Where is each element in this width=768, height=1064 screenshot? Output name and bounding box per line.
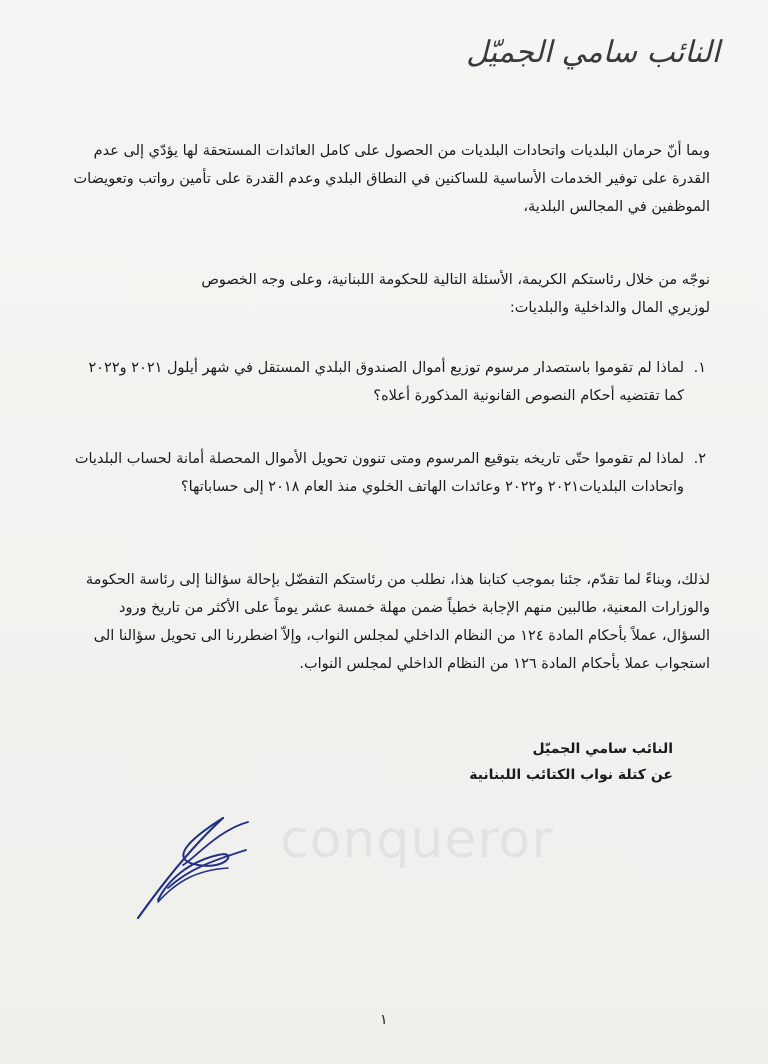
question-1 — [66, 354, 706, 410]
text-line: وبما أنّ حرمان البلديات واتحادات البلديات من الحصول على كامل العائدات المستحقة لها يؤدّي إلى عدم — [93, 143, 710, 159]
signoff-bloc: عن كتلة نواب الكتائب اللبنانية — [469, 767, 673, 783]
handwritten-signature — [128, 810, 268, 925]
text-line: استجواب عملا بأحكام المادة ١٢٦ من النظام الداخلي لمجلس النواب. — [299, 656, 710, 672]
text-line: لوزيري المال والداخلية والبلديات: — [509, 300, 710, 316]
text-line: والوزارات المعنية، طالبين منهم الإجابة خطياً ضمن مهلة خمسة عشر يوماً على الأكثر من تاريخ ورود — [119, 600, 710, 616]
text-line: السؤال، عملاً بأحكام المادة ١٢٤ من النظام الداخلي لمجلس النواب، وإلاّ اضطررنا الى تحويل سؤالنا الى — [93, 628, 710, 644]
signoff-block — [469, 736, 673, 788]
signoff-name: النائب سامي الجميّل — [532, 741, 673, 757]
paragraph-address — [70, 266, 710, 322]
text-line: واتحادات البلديات٢٠٢١ و٢٠٢٢ وعائدات الهاتف الخلوي منذ العام ٢٠١٨ إلى حساباتها؟ — [180, 479, 684, 495]
text-line: الموظفين في المجالس البلدية، — [523, 199, 710, 215]
paragraph-request — [70, 566, 710, 678]
text-line: لذلك، وبناءً لما تقدّم، جئنا بموجب كتابنا هذا، نطلب من رئاستكم التفضّل بإحالة سؤالنا إلى رئاسة الحكومة — [85, 572, 710, 588]
question-2 — [66, 445, 706, 501]
text-line: لماذا لم تقوموا باستصدار مرسوم توزيع أموال الصندوق البلدي المستقل في شهر أيلول ٢٠٢١ و٢٠٢٢ — [88, 360, 684, 376]
paper-watermark: conqueror — [280, 810, 554, 870]
text-line: كما تقتضيه أحكام النصوص القانونية المذكورة أعلاه؟ — [373, 388, 684, 404]
question-number: ٢. — [693, 451, 706, 467]
text-line: نوجّه من خلال رئاستكم الكريمة، الأسئلة التالية للحكومة اللبنانية، وعلى وجه الخصوص — [201, 272, 710, 288]
text-line: لماذا لم تقوموا حتّى تاريخه بتوقيع المرسوم ومتى تنوون تحويل الأموال المحصلة أمانة لحساب البلديات — [74, 451, 684, 467]
paragraph-intro — [70, 137, 710, 221]
page-number: ١ — [380, 1012, 388, 1028]
question-number: ١. — [693, 360, 706, 376]
text-line: القدرة على توفير الخدمات الأساسية للساكنين في النطاق البلدي وعدم القدرة على تأمين رواتب وتعويضات — [73, 171, 710, 187]
letterhead-calligraphy: النائب سامي الجميّل — [466, 35, 720, 70]
